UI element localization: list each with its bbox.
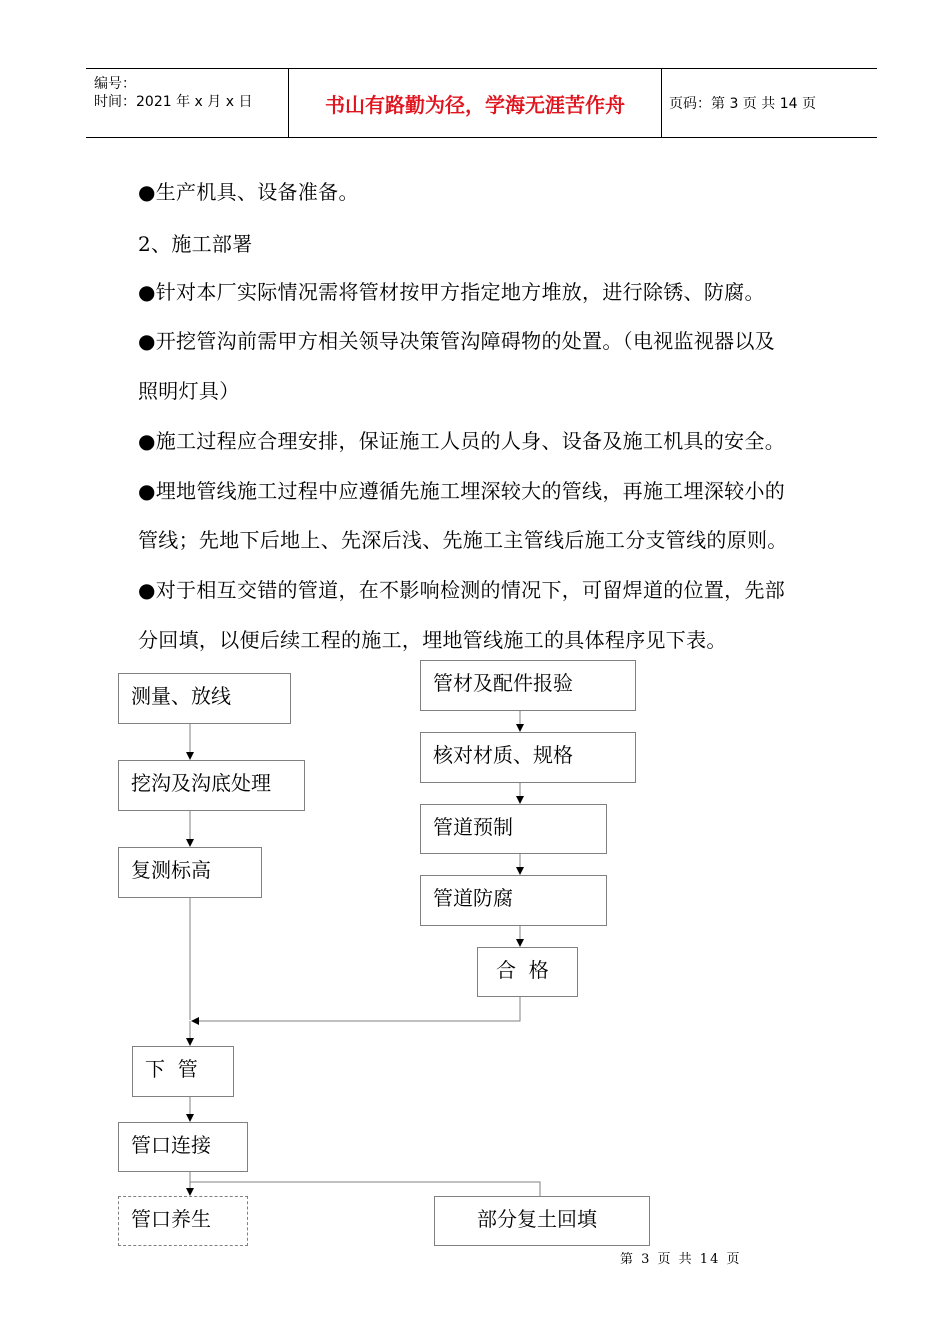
paragraph: 管线；先地下后地上、先深后浅、先施工主管线后施工分支管线的原则。	[138, 528, 788, 552]
paragraph: 分回填，以便后续工程的施工，埋地管线施工的具体程序见下表。	[138, 628, 727, 652]
flow-box-survey: 测量、放线	[118, 673, 291, 724]
flow-box-partial-backfill: 部分复土回填	[434, 1196, 650, 1246]
number-label: 编号：	[94, 76, 136, 92]
paragraph: 照明灯具）	[138, 379, 240, 403]
header-motto: 书山有路勤为径，学海无涯苦作舟	[289, 69, 662, 137]
paragraph: ●施工过程应合理安排，保证施工人员的人身、设备及施工机具的安全。	[138, 429, 786, 453]
time-label: 时间：2021 年 x 月 x 日	[94, 94, 253, 110]
flow-box-lower-pipe: 下 管	[132, 1046, 234, 1097]
paragraph: ●生产机具、设备准备。	[138, 180, 359, 204]
flow-box-prefab: 管道预制	[420, 804, 607, 854]
flow-box-anticorrosion: 管道防腐	[420, 875, 607, 926]
header-page-label: 页码：第 3 页 共 14 页	[669, 96, 816, 112]
paragraph: ●开挖管沟前需甲方相关领导决策管沟障碍物的处置。（电视监视器以及	[138, 329, 776, 353]
paragraph: ●埋地管线施工过程中应遵循先施工埋深较大的管线，再施工埋深较小的	[138, 479, 786, 503]
arrow-qualified-merge	[192, 997, 520, 1021]
flow-box-curing: 管口养生	[118, 1196, 248, 1246]
flow-box-verify: 核对材质、规格	[420, 732, 636, 783]
flow-box-trench: 挖沟及沟底处理	[118, 760, 305, 811]
flow-box-joint: 管口连接	[118, 1122, 248, 1172]
flow-box-material-check: 管材及配件报验	[420, 660, 636, 711]
flow-box-qualified: 合 格	[477, 947, 578, 997]
page-footer: 第 3 页 共 14 页	[620, 1252, 742, 1267]
flow-box-remeasure: 复测标高	[118, 847, 262, 898]
line-curing-backfill	[190, 1182, 540, 1196]
paragraph: 2、施工部署	[138, 232, 253, 256]
paragraph: ●对于相互交错的管道，在不影响检测的情况下，可留焊道的位置，先部	[138, 578, 786, 602]
paragraph: ●针对本厂实际情况需将管材按甲方指定地方堆放，进行除锈、防腐。	[138, 280, 765, 304]
